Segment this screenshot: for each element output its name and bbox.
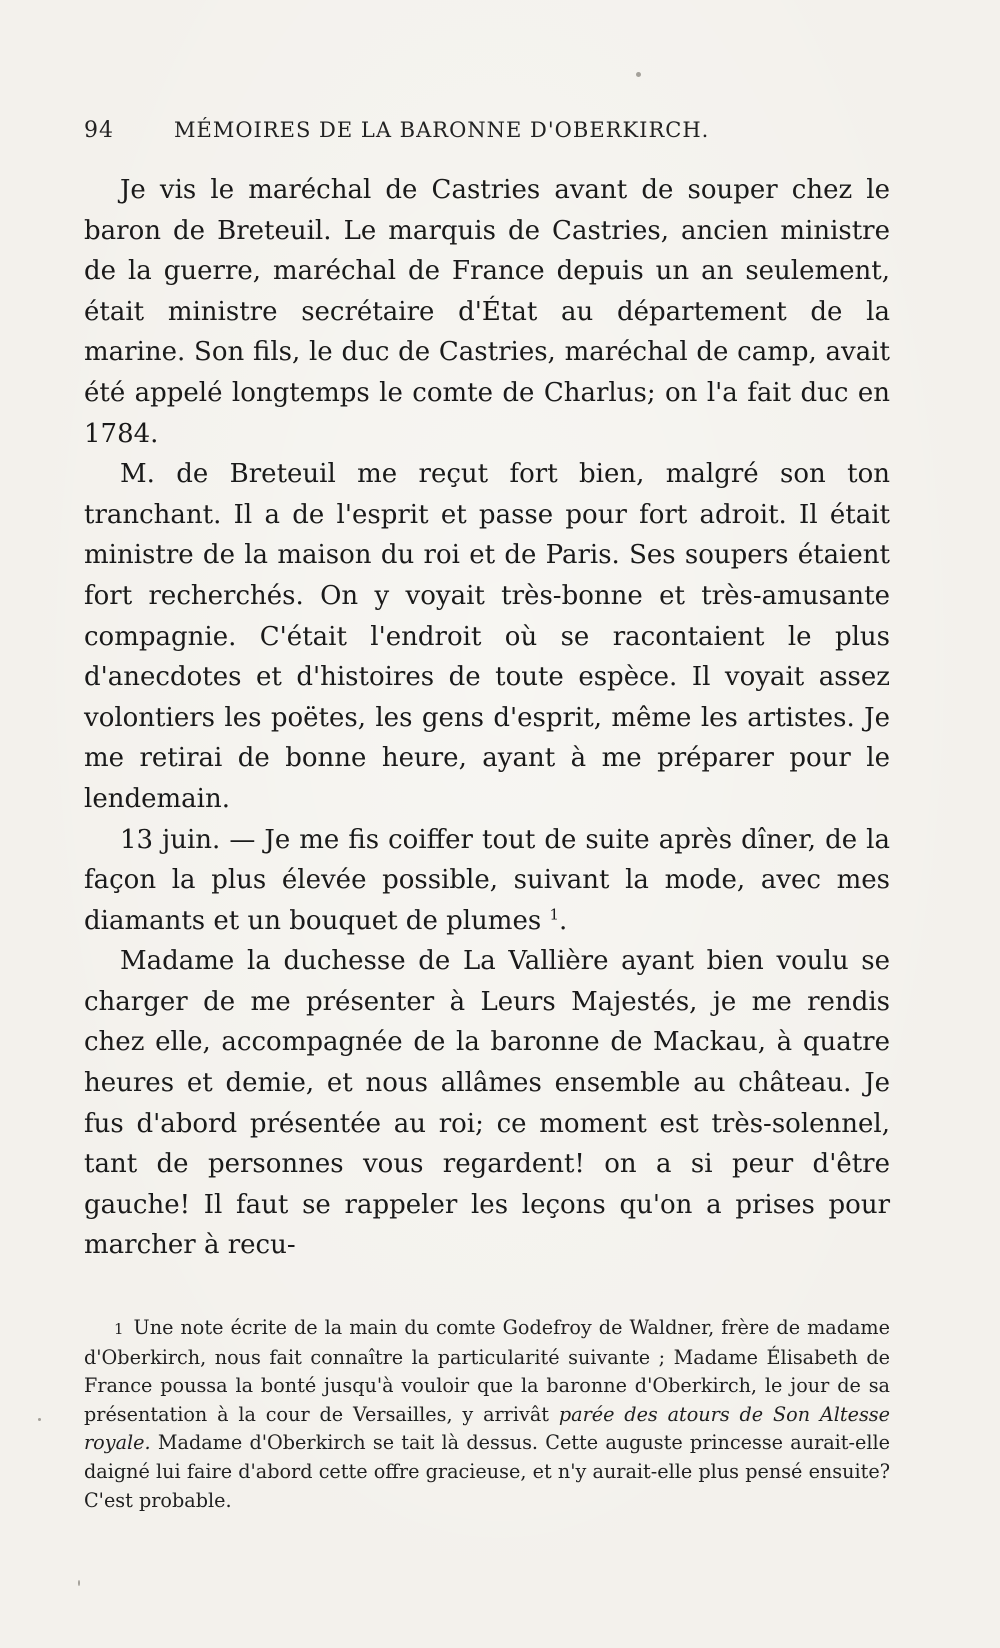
footnote-1	[84, 1314, 890, 1515]
paragraph-13-juin	[84, 820, 890, 942]
footnote-marker: 1	[114, 1320, 124, 1339]
sentence-end: .	[559, 905, 568, 936]
footnote-text-italic: parée des atours de Son Altesse royale.	[84, 1402, 890, 1455]
paragraph-presentation: Madame la duchesse de La Vallière ayant bien voulu se charger de me présenter à Leurs Majestés, je me rendis chez elle, accompagnée de la baronne de Mackau, à quatre heures et demie, et nous allâmes ensemble au château. Je fus d'abord présentée au roi; ce moment est très-solennel, tant de personnes vous regardent! on a si peur d'être gauche! Il faut se rappeler les leçons qu'on a prises pour marcher à recu-	[84, 946, 890, 1261]
paragraph-13-juin-text: 13 juin. — Je me fis coiffer tout de suite après dîner, de la façon la plus élevée possible, suivant la mode, avec mes diamants et un bouquet de plumes	[84, 824, 890, 936]
running-head	[84, 118, 890, 158]
paper-speck	[78, 1580, 80, 1586]
footnote-text-before: Une note écrite de la main du comte Godefroy de Waldner, frère de madame d'Oberkirch, nous fait connaître la particularité suivante ; Madame Élisabeth de France poussa la bonté jusqu'à vouloir que la baronne d'Oberkirch, le jour de sa présentation à la cour de Versailles, y arrivât	[84, 1316, 890, 1426]
running-title: MÉMOIRES DE LA BARONNE D'OBERKIRCH.	[174, 118, 710, 142]
paragraph-breteuil: M. de Breteuil me reçut fort bien, malgré son ton tranchant. Il a de l'esprit et passe pour fort adroit. Il était ministre de la maison du roi et de Paris. Ses soupers étaient fort recherchés. On y voyait très-bonne et très-amusante compagnie. C'était l'endroit où se racontaient le plus d'anecdotes et d'histoires de toute espèce. Il voyait assez volontiers les poëtes, les gens d'esprit, même les artistes. Je me retirai de bonne heure, ayant à me préparer pour le lendemain.	[84, 459, 890, 814]
paragraph-castries: Je vis le maréchal de Castries avant de souper chez le baron de Breteuil. Le marquis de Castries, ancien ministre de la guerre, maréchal de France depuis un an seulement, était ministre secrétaire d'État au département de la marine. Son fils, le duc de Castries, maréchal de camp, avait été appelé longtemps le comte de Charlus; on l'a fait duc en 1784.	[84, 175, 890, 449]
footnote-reference[interactable]: 1	[549, 905, 559, 924]
body-text	[84, 170, 890, 1266]
footnote-text-after: Madame d'Oberkirch se tait là dessus. Cette auguste princesse aurait-elle daigné lui faire d'abord cette offre gracieuse, et n'y aurait-elle plus pensé ensuite? C'est probable.	[84, 1431, 890, 1512]
paper-speck	[636, 72, 641, 77]
footnote-separator	[84, 1266, 890, 1314]
footnotes	[84, 1314, 890, 1515]
page-number: 94	[84, 118, 114, 143]
paper-speck	[38, 1418, 41, 1421]
